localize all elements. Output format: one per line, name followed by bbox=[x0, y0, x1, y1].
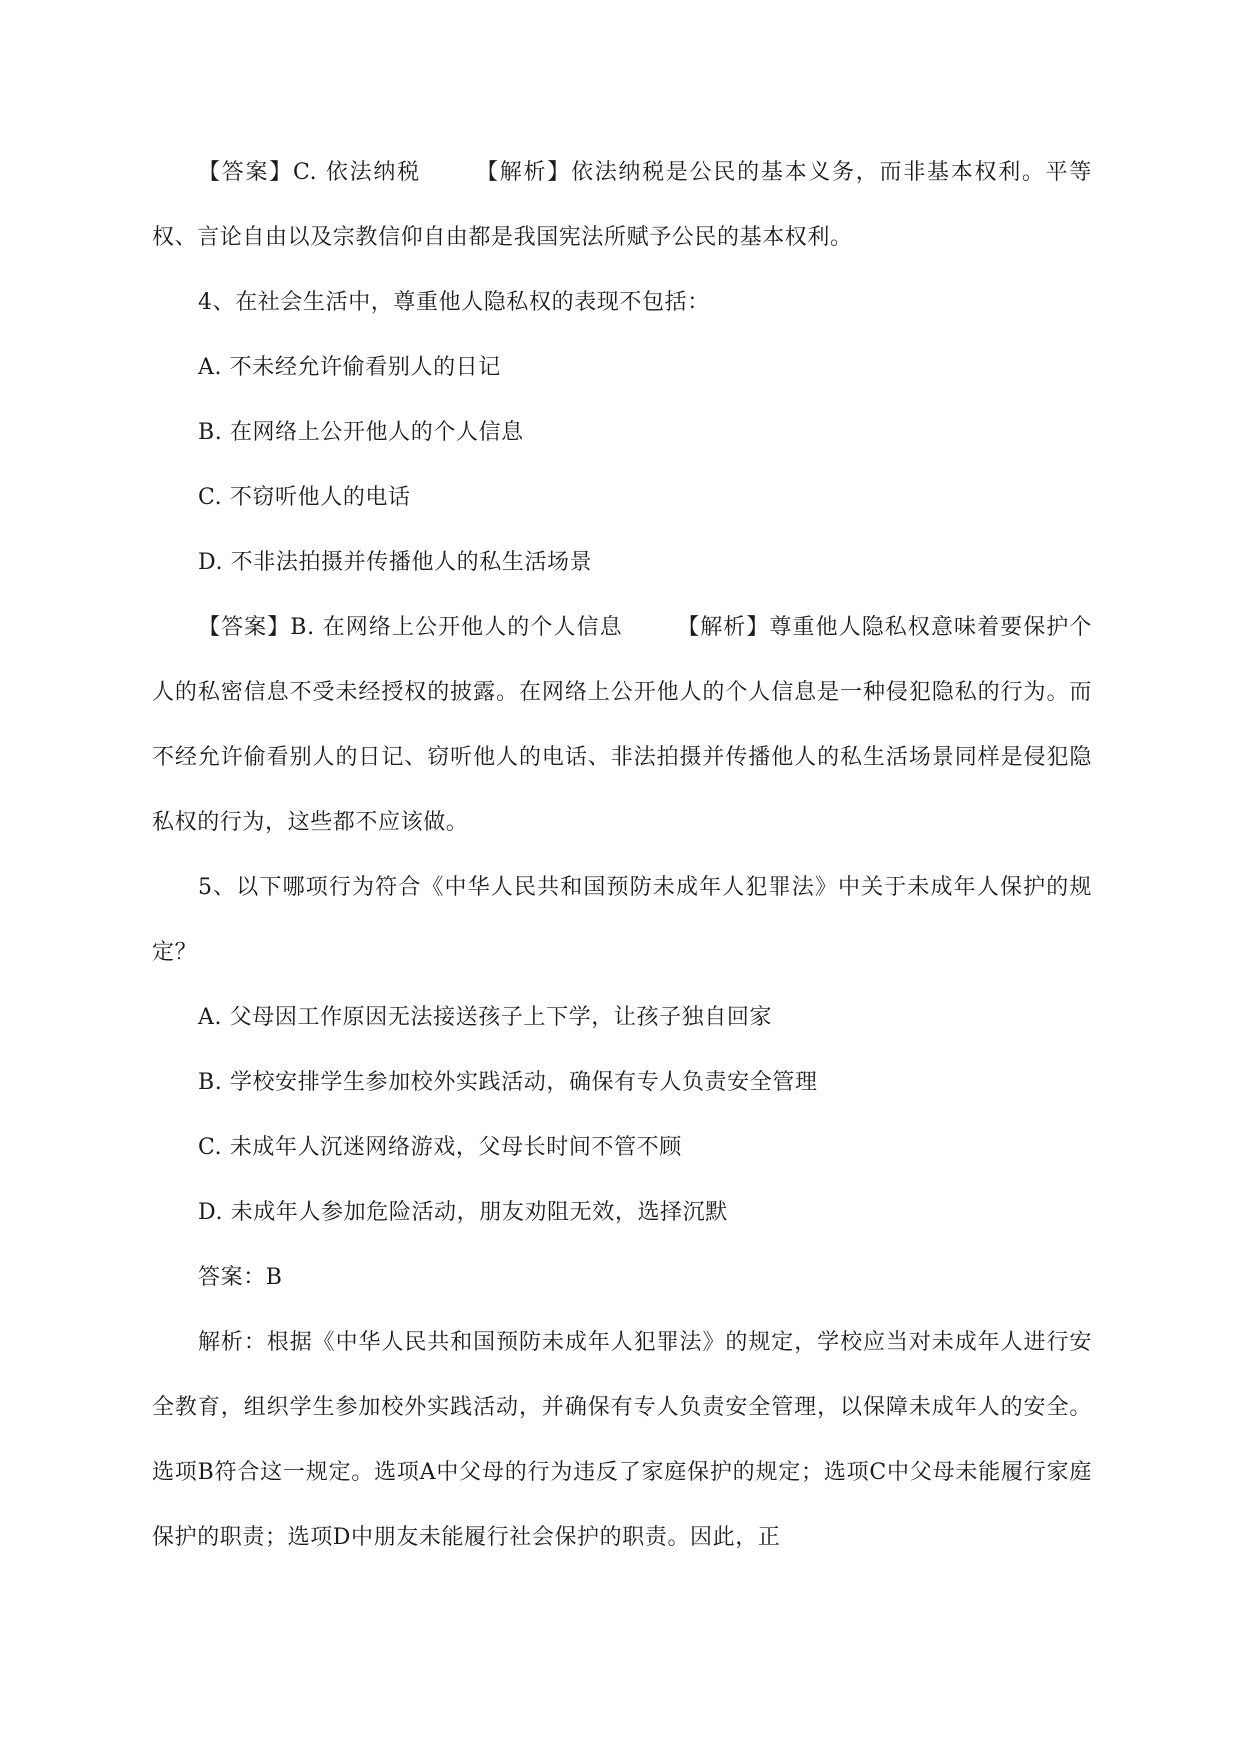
q4-analysis-text: 尊重他人隐私权意味着要保护个人的私密信息不受未经授权的披露。在网络上公开他人的个人信息是一种侵犯隐私的行为。而不经允许偷看别人的日记、窃听他人的电话、非法拍摄并传播他人的私生活场景同样是侵犯隐私权的行为，这些都不应该做。 bbox=[152, 615, 1092, 835]
q3-answer-label: 【答案】 bbox=[198, 160, 293, 185]
q4-option-d: D. 不非法拍摄并传播他人的私生活场景 bbox=[198, 550, 593, 575]
q5-option-c: C. 未成年人沉迷网络游戏，父母长时间不管不顾 bbox=[198, 1135, 682, 1160]
q4-question: 4、在社会生活中，尊重他人隐私权的表现不包括： bbox=[198, 290, 710, 315]
q4-analysis-label: 【解析】 bbox=[676, 615, 770, 640]
q5-question: 5、以下哪项行为符合《中华人民共和国预防未成年人犯罪法》中关于未成年人保护的规定？ bbox=[152, 875, 1092, 965]
q4-answer-text: B. 在网络上公开他人的个人信息 bbox=[290, 615, 623, 640]
q5-option-b: B. 学校安排学生参加校外实践活动，确保有专人负责安全管理 bbox=[198, 1070, 818, 1095]
q4-answer-paragraph bbox=[152, 595, 1092, 855]
q5-answer: 答案：B bbox=[198, 1265, 283, 1290]
q3-answer-text: C. 依法纳税 bbox=[292, 160, 421, 185]
q3-answer-paragraph bbox=[152, 140, 1092, 270]
document-body bbox=[152, 140, 1092, 1570]
q3-analysis-text: 依法纳税是公民的基本义务，而非基本权利。平等权、言论自由以及宗教信仰自由都是我国宪法所赋予公民的基本权利。 bbox=[152, 160, 1092, 250]
q3-analysis-label: 【解析】 bbox=[474, 160, 571, 185]
q5-option-a: A. 父母因工作原因无法接送孩子上下学，让孩子独自回家 bbox=[198, 1005, 773, 1030]
q4-option-b: B. 在网络上公开他人的个人信息 bbox=[198, 420, 524, 445]
q4-option-a: A. 不未经允许偷看别人的日记 bbox=[198, 355, 501, 380]
q5-option-d: D. 未成年人参加危险活动，朋友劝阻无效，选择沉默 bbox=[198, 1200, 728, 1225]
q4-option-c: C. 不窃听他人的电话 bbox=[198, 485, 411, 510]
q5-analysis: 解析：根据《中华人民共和国预防未成年人犯罪法》的规定，学校应当对未成年人进行安全教育，组织学生参加校外实践活动，并确保有专人负责安全管理，以保障未成年人的安全。选项B符合这一规定。选项A中父母的行为违反了家庭保护的规定；选项C中父母未能履行家庭保护的职责；选项D中朋友未能履行社会保护的职责。因此，正 bbox=[152, 1330, 1092, 1550]
q4-answer-label: 【答案】 bbox=[198, 615, 291, 640]
